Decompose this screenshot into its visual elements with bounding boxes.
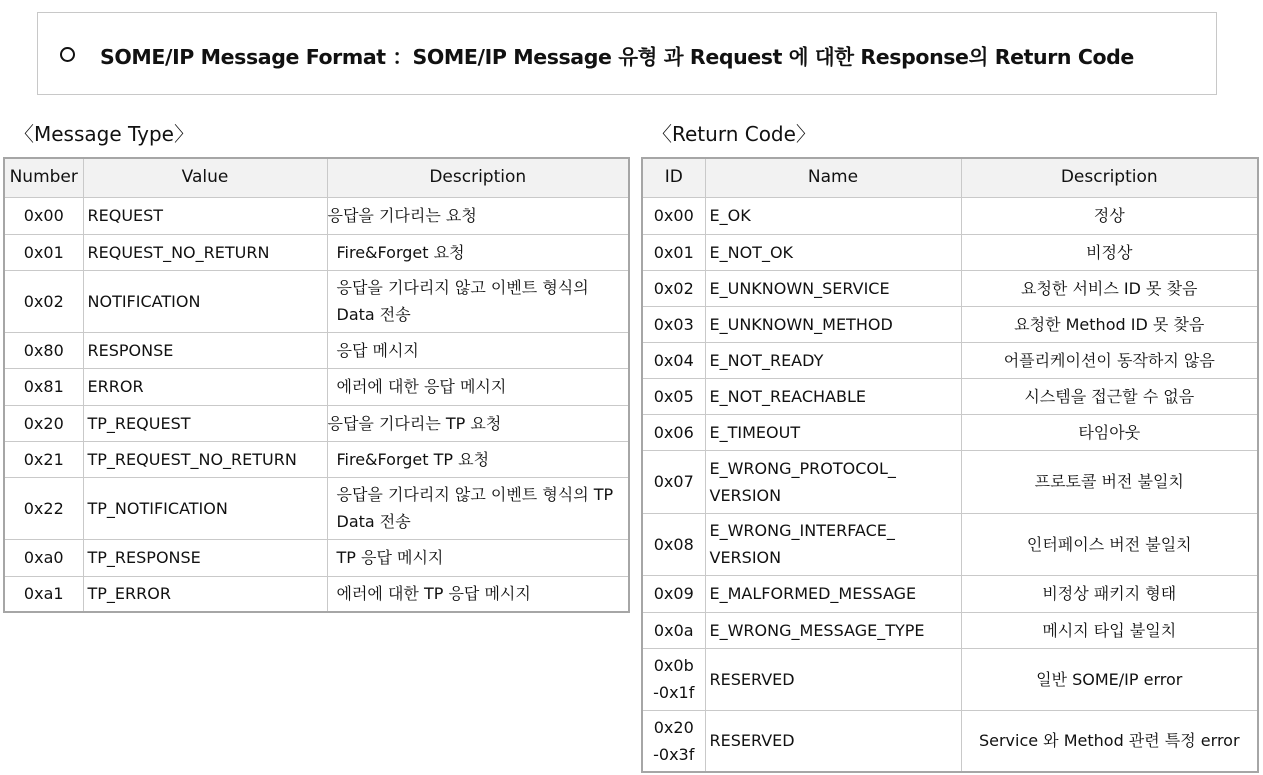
table-row bbox=[642, 710, 1258, 772]
return-id: 0x0a bbox=[642, 612, 705, 648]
message-number: 0x22 bbox=[4, 477, 83, 539]
message-description: 응답 메시지 bbox=[327, 332, 629, 368]
table-row bbox=[4, 197, 629, 234]
table-row bbox=[642, 378, 1258, 414]
return-id: 0x00 bbox=[642, 197, 705, 234]
table-row bbox=[642, 612, 1258, 648]
table-row bbox=[4, 477, 629, 539]
return-name: RESERVED bbox=[705, 648, 961, 710]
message-value: TP_NOTIFICATION bbox=[83, 477, 327, 539]
message-number: 0xa1 bbox=[4, 576, 83, 612]
message-description: 응답을 기다리지 않고 이벤트 형식의 TP Data 전송 bbox=[327, 477, 629, 539]
return-description: 요청한 Method ID 못 찾음 bbox=[961, 306, 1258, 342]
message-description: 에러에 대한 TP 응답 메시지 bbox=[327, 576, 629, 612]
return-description: 정상 bbox=[961, 197, 1258, 234]
return-name: E_OK bbox=[705, 197, 961, 234]
message-number: 0xa0 bbox=[4, 539, 83, 576]
table-row bbox=[642, 648, 1258, 710]
table-row bbox=[642, 342, 1258, 378]
table-row bbox=[4, 332, 629, 368]
message-type-table bbox=[3, 157, 630, 613]
return-description: 비정상 bbox=[961, 234, 1258, 270]
return-description: 시스템을 접근할 수 없음 bbox=[961, 378, 1258, 414]
message-description: 응답을 기다리지 않고 이벤트 형식의 Data 전송 bbox=[327, 270, 629, 332]
message-number: 0x81 bbox=[4, 368, 83, 405]
return-name: E_UNKNOWN_METHOD bbox=[705, 306, 961, 342]
table-row bbox=[4, 441, 629, 477]
message-number: 0x02 bbox=[4, 270, 83, 332]
message-type-title: 〈Message Type〉 bbox=[14, 122, 194, 146]
message-value: REQUEST bbox=[83, 197, 327, 234]
table-header-row bbox=[642, 158, 1258, 197]
table-row bbox=[4, 576, 629, 612]
column-header: Value bbox=[83, 158, 327, 197]
return-code-table bbox=[641, 157, 1259, 773]
column-header: Description bbox=[961, 158, 1258, 197]
table-row bbox=[642, 197, 1258, 234]
header-box bbox=[37, 12, 1217, 95]
return-description: 프로토콜 버전 불일치 bbox=[961, 450, 1258, 513]
table-row bbox=[4, 234, 629, 270]
table-row bbox=[4, 270, 629, 332]
return-description: 메시지 타입 불일치 bbox=[961, 612, 1258, 648]
return-id: 0x04 bbox=[642, 342, 705, 378]
return-id: 0x09 bbox=[642, 575, 705, 612]
return-id: 0x01 bbox=[642, 234, 705, 270]
message-value: REQUEST_NO_RETURN bbox=[83, 234, 327, 270]
return-description: Service 와 Method 관련 특정 error bbox=[961, 710, 1258, 772]
message-value: TP_ERROR bbox=[83, 576, 327, 612]
table-row bbox=[642, 450, 1258, 513]
return-code-title: 〈Return Code〉 bbox=[652, 122, 816, 146]
table-row bbox=[642, 414, 1258, 450]
table-row bbox=[642, 513, 1258, 575]
return-id: 0x07 bbox=[642, 450, 705, 513]
column-header: ID bbox=[642, 158, 705, 197]
return-name: E_UNKNOWN_SERVICE bbox=[705, 270, 961, 306]
message-description: 응답을 기다리는 요청 bbox=[327, 197, 629, 234]
return-id: 0x06 bbox=[642, 414, 705, 450]
return-name: E_WRONG_MESSAGE_TYPE bbox=[705, 612, 961, 648]
message-value: RESPONSE bbox=[83, 332, 327, 368]
return-name: E_MALFORMED_MESSAGE bbox=[705, 575, 961, 612]
message-number: 0x21 bbox=[4, 441, 83, 477]
return-id: 0x02 bbox=[642, 270, 705, 306]
return-name: RESERVED bbox=[705, 710, 961, 772]
table-row bbox=[642, 306, 1258, 342]
table-row bbox=[642, 270, 1258, 306]
message-number: 0x01 bbox=[4, 234, 83, 270]
table-row bbox=[642, 234, 1258, 270]
message-value: TP_REQUEST bbox=[83, 405, 327, 441]
message-number: 0x80 bbox=[4, 332, 83, 368]
return-name: E_NOT_REACHABLE bbox=[705, 378, 961, 414]
message-number: 0x20 bbox=[4, 405, 83, 441]
message-description: Fire&Forget 요청 bbox=[327, 234, 629, 270]
message-value: TP_REQUEST_NO_RETURN bbox=[83, 441, 327, 477]
table-row bbox=[642, 575, 1258, 612]
return-name: E_WRONG_PROTOCOL_ VERSION bbox=[705, 450, 961, 513]
circle-bullet-icon bbox=[60, 47, 75, 62]
return-name: E_NOT_READY bbox=[705, 342, 961, 378]
table-header-row bbox=[4, 158, 629, 197]
message-description: 응답을 기다리는 TP 요청 bbox=[327, 405, 629, 441]
return-id: 0x0b -0x1f bbox=[642, 648, 705, 710]
return-name: E_TIMEOUT bbox=[705, 414, 961, 450]
table-row bbox=[4, 539, 629, 576]
return-description: 타임아웃 bbox=[961, 414, 1258, 450]
return-id: 0x20 -0x3f bbox=[642, 710, 705, 772]
message-value: TP_RESPONSE bbox=[83, 539, 327, 576]
table-row bbox=[4, 368, 629, 405]
return-id: 0x08 bbox=[642, 513, 705, 575]
return-description: 비정상 패키지 형태 bbox=[961, 575, 1258, 612]
return-description: 인터페이스 버전 불일치 bbox=[961, 513, 1258, 575]
page-title: SOME/IP Message Format ：SOME/IP Message 유형 과 Request 에 대한 Response의 Return Code bbox=[100, 45, 1134, 69]
column-header: Description bbox=[327, 158, 629, 197]
return-name: E_NOT_OK bbox=[705, 234, 961, 270]
table-row bbox=[4, 405, 629, 441]
message-description: Fire&Forget TP 요청 bbox=[327, 441, 629, 477]
column-header: Name bbox=[705, 158, 961, 197]
return-name: E_WRONG_INTERFACE_ VERSION bbox=[705, 513, 961, 575]
return-description: 요청한 서비스 ID 못 찾음 bbox=[961, 270, 1258, 306]
return-description: 어플리케이션이 동작하지 않음 bbox=[961, 342, 1258, 378]
message-description: 에러에 대한 응답 메시지 bbox=[327, 368, 629, 405]
return-id: 0x05 bbox=[642, 378, 705, 414]
message-number: 0x00 bbox=[4, 197, 83, 234]
return-description: 일반 SOME/IP error bbox=[961, 648, 1258, 710]
message-value: ERROR bbox=[83, 368, 327, 405]
message-description: TP 응답 메시지 bbox=[327, 539, 629, 576]
return-id: 0x03 bbox=[642, 306, 705, 342]
column-header: Number bbox=[4, 158, 83, 197]
message-value: NOTIFICATION bbox=[83, 270, 327, 332]
